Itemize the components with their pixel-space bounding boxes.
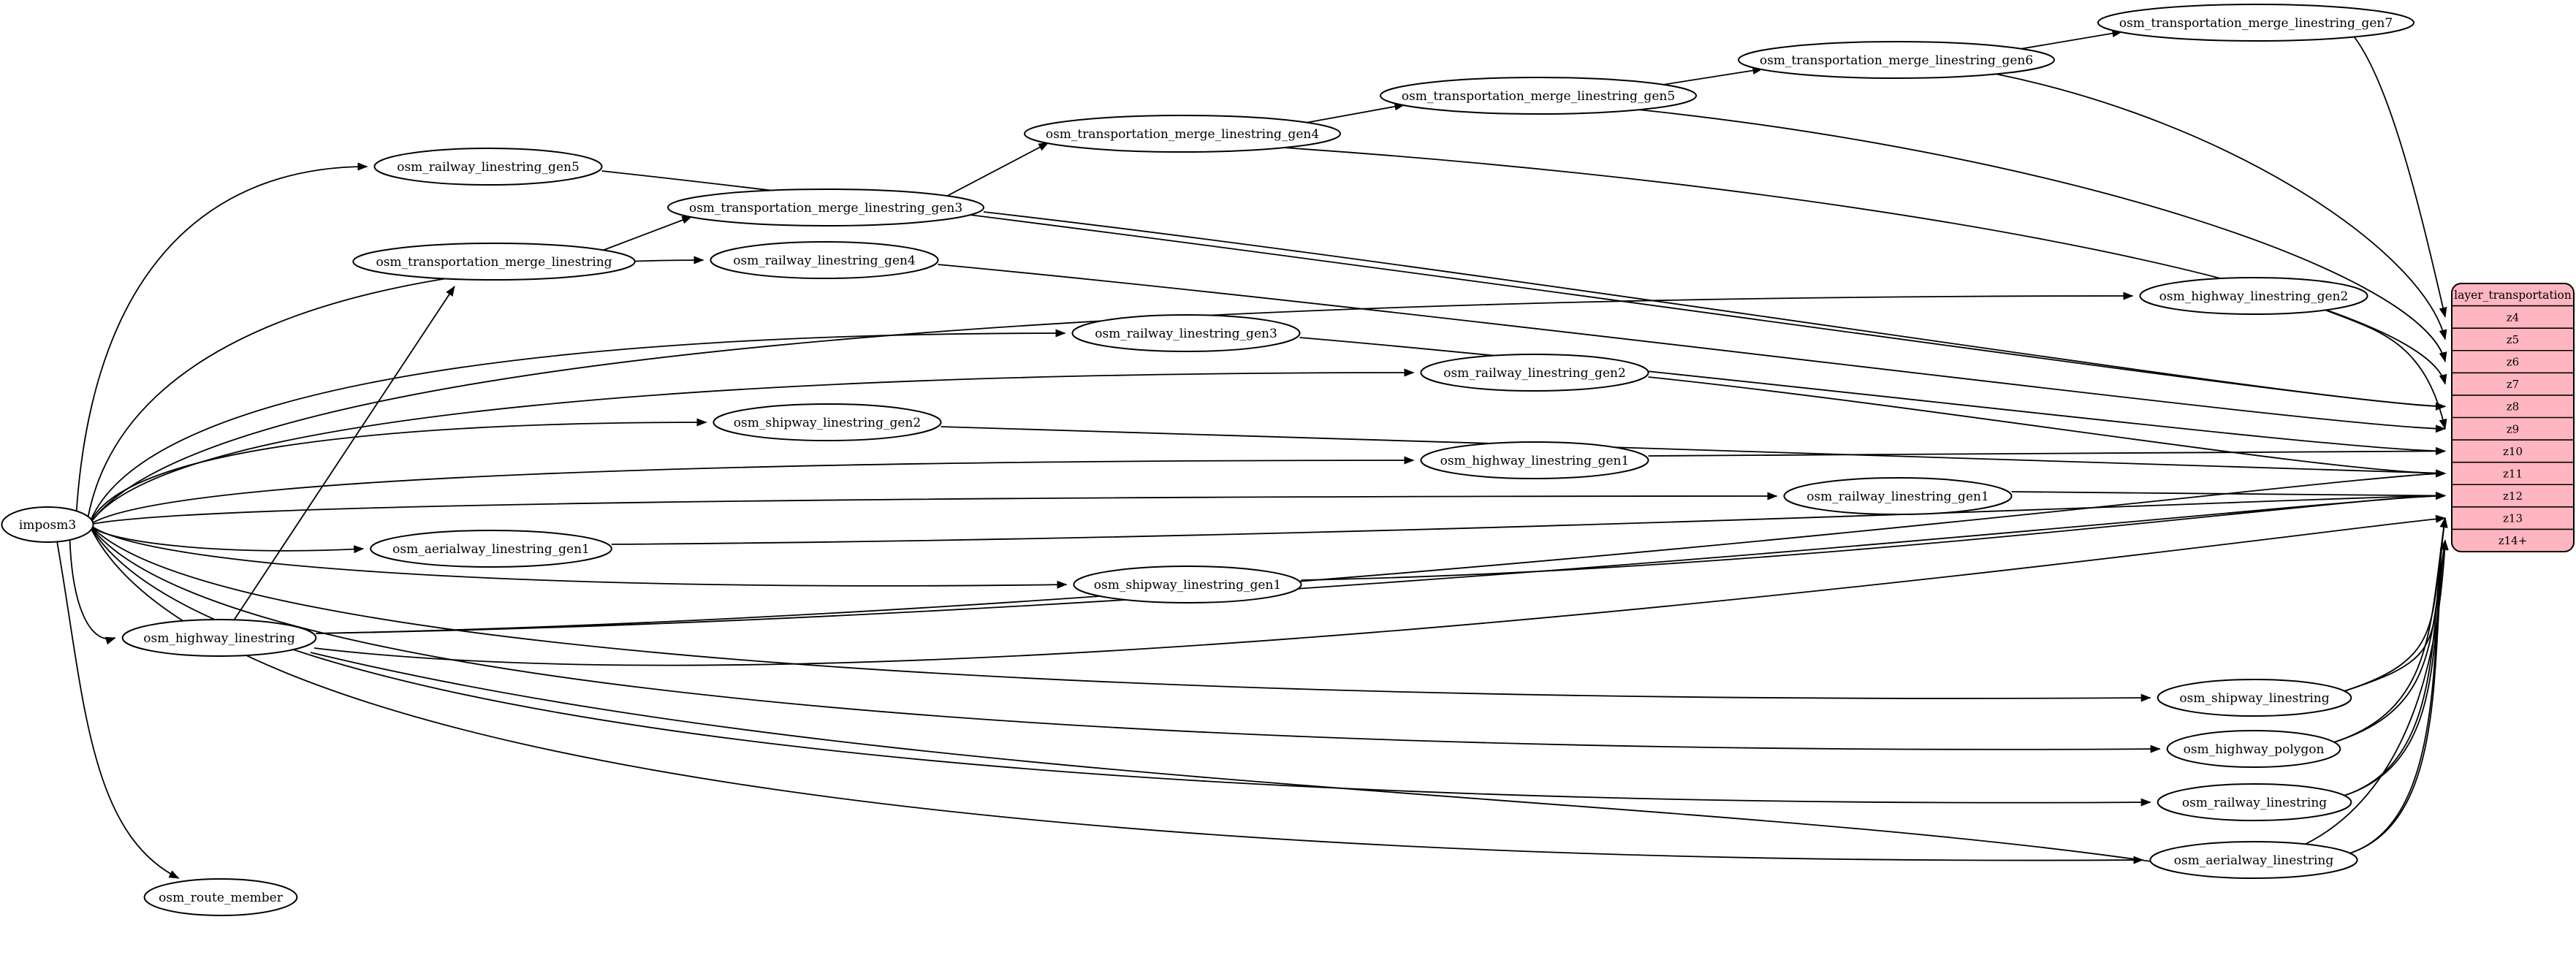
node-osm_highway_linestring_gen2 [2140,278,2367,314]
table-row-z14+: z14+ [2498,534,2528,548]
node-label-osm_aerialway_linestring: osm_aerialway_linestring [2173,853,2334,868]
edge-imposm3-to-osm_railway_linestring_gen2 [91,373,1413,522]
node-label-osm_shipway_linestring: osm_shipway_linestring [2179,691,2330,706]
edge-osm_highway_polygon-to-z13 [2333,518,2445,742]
edge-osm_highway_linestring-to-z13 [314,518,2445,665]
edge-imposm3-to-osm_aerialway_linestring_gen1 [91,526,363,551]
node-osm_transportation_merge_linestring_gen5 [1380,77,1696,114]
table-row-z11: z11 [2503,467,2523,481]
node-osm_route_member [145,879,297,915]
node-osm_shipway_linestring_gen1 [1074,566,1301,603]
node-label-osm_aerialway_linestring_gen1: osm_aerialway_linestring_gen1 [392,542,590,557]
node-osm_highway_linestring_gen1 [1421,442,1648,479]
node-osm_transportation_merge_linestring_gen3 [668,189,984,226]
edge-osm_transportation_merge_linestring-to-osm_transportation_merge_linestring_gen3 [600,217,692,252]
table-row-z8: z8 [2506,400,2520,414]
edge-imposm3-to-osm_railway_linestring_gen5 [77,167,368,512]
node-label-osm_transportation_merge_linestring_gen3: osm_transportation_merge_linestring_gen3 [688,201,963,216]
node-label-osm_shipway_linestring_gen1: osm_shipway_linestring_gen1 [1093,578,1282,593]
table-row-z4: z4 [2506,311,2520,324]
node-osm_transportation_merge_linestring_gen6 [1739,42,2054,78]
node-osm_railway_linestring_gen1 [1784,478,2011,514]
edge-osm_transportation_merge_linestring_gen4-to-osm_transportation_merge_linestring_gen5 [1301,105,1404,124]
edge-osm_highway_linestring-to-z14+ [311,541,2445,867]
edge-osm_transportation_merge_linestring_gen6-to-osm_transportation_merge_linestring_gen7 [2015,32,2121,50]
edge-osm_highway_linestring-to-z11 [316,473,2445,633]
table-row-z10: z10 [2503,444,2523,458]
node-label-osm_railway_linestring_gen5: osm_railway_linestring_gen5 [397,160,580,175]
node-osm_highway_linestring [123,620,316,656]
node-osm_transportation_merge_linestring [353,243,635,280]
node-osm_transportation_merge_linestring_gen4 [1025,115,1340,152]
node-label-osm_railway_linestring_gen2: osm_railway_linestring_gen2 [1443,366,1626,381]
node-label-osm_railway_linestring: osm_railway_linestring [2181,796,2328,810]
node-osm_highway_polygon [2167,731,2341,767]
edge-osm_railway_linestring_gen2-to-z11 [1649,377,2445,473]
node-osm_railway_linestring_gen3 [1072,315,1299,351]
edge-osm_highway_linestring_gen2-to-z9 [2324,310,2445,429]
node-label-osm_railway_linestring_gen1: osm_railway_linestring_gen1 [1806,490,1989,504]
node-label-osm_transportation_merge_linestring_gen6: osm_transportation_merge_linestring_gen6 [1759,53,2034,68]
node-osm_shipway_linestring_gen2 [713,404,941,441]
node-osm_railway_linestring_gen5 [374,148,601,185]
edge-osm_transportation_merge_linestring_gen4-to-z7 [1280,148,2445,384]
layer-transportation-table [2452,283,2574,552]
node-label-osm_highway_linestring: osm_highway_linestring [143,631,295,646]
edge-imposm3-to-osm_highway_linestring [70,539,115,639]
node-label-osm_transportation_merge_linestring_gen4: osm_transportation_merge_linestring_gen4 [1045,127,1320,142]
edge-osm_transportation_merge_linestring_gen5-to-z6 [1636,110,2445,362]
node-osm_shipway_linestring [2158,679,2352,716]
edge-imposm3-to-osm_railway_linestring [91,527,2151,803]
node-label-imposm3: imposm3 [18,518,77,533]
edge-imposm3-to-osm_railway_linestring_gen1 [91,496,1777,525]
edge-osm_transportation_merge_linestring_gen5-to-osm_transportation_merge_linestring_gen6 [1657,69,1762,86]
node-label-osm_route_member: osm_route_member [159,891,283,905]
table-row-z9: z9 [2506,422,2520,436]
edge-osm_transportation_merge_linestring_gen3-to-osm_transportation_merge_linestring_gen4 [944,143,1048,198]
node-label-osm_shipway_linestring_gen2: osm_shipway_linestring_gen2 [733,416,922,430]
edge-osm_aerialway_linestring-to-z13 [2349,518,2445,853]
node-label-osm_railway_linestring_gen3: osm_railway_linestring_gen3 [1095,327,1277,341]
table-row-z12: z12 [2503,490,2523,503]
edge-osm_railway_linestring_gen1-to-z12 [2012,492,2445,496]
node-label-osm_highway_polygon: osm_highway_polygon [2183,742,2325,757]
edge-osm_highway_linestring-to-z12 [316,496,2445,633]
edge-osm_highway_polygon-to-z14+ [2333,541,2445,743]
node-imposm3 [1,507,93,542]
node-label-osm_transportation_merge_linestring_gen5: osm_transportation_merge_linestring_gen5 [1401,89,1676,104]
node-osm_transportation_merge_linestring_gen7 [2098,4,2414,41]
edge-osm_railway_linestring_gen3-to-z10 [1300,338,2445,451]
node-label-osm_transportation_merge_linestring_gen7: osm_transportation_merge_linestring_gen7 [2119,16,2393,31]
edge-osm_transportation_merge_linestring_gen7-to-z4 [2354,37,2445,317]
node-osm_railway_linestring [2158,784,2352,820]
node-label-osm_highway_linestring_gen1: osm_highway_linestring_gen1 [1440,454,1630,468]
node-osm_aerialway_linestring [2150,842,2357,878]
table-row-z5: z5 [2506,332,2520,346]
table-row-z13: z13 [2503,511,2523,525]
edge-imposm3-to-osm_highway_linestring_gen1 [91,460,1413,524]
node-label-osm_railway_linestring_gen4: osm_railway_linestring_gen4 [733,254,916,268]
node-label-osm_transportation_merge_linestring: osm_transportation_merge_linestring [376,255,612,270]
edge-imposm3-to-osm_railway_linestring_gen4 [88,260,703,518]
table-title: layer_transportation [2454,288,2572,302]
node-osm_railway_linestring_gen2 [1421,354,1648,391]
node-osm_aerialway_linestring_gen1 [371,530,612,567]
node-label-osm_highway_linestring_gen2: osm_highway_linestring_gen2 [2159,289,2349,304]
edge-osm_highway_linestring-to-osm_transportation_merge_linestring [234,286,455,620]
edge-osm_aerialway_linestring-to-z14+ [2349,541,2445,854]
table-row-z7: z7 [2506,378,2520,392]
table-row-z6: z6 [2506,355,2520,369]
node-osm_railway_linestring_gen4 [710,242,938,278]
